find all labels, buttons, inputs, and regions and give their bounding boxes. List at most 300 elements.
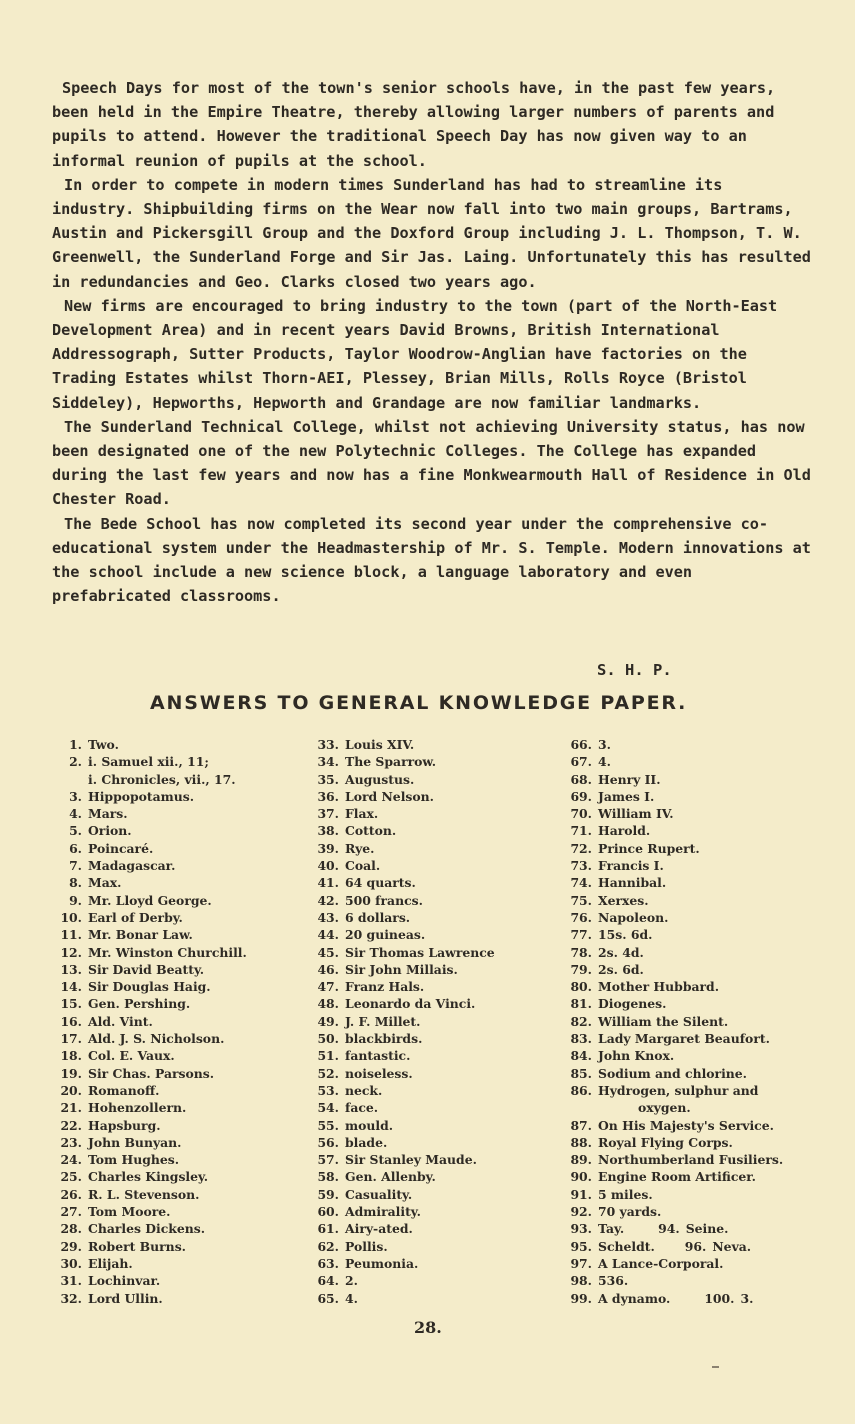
answer-number: 9.: [69, 892, 82, 908]
answer-item: [313, 1290, 563, 1307]
answer-number: 49.: [317, 1013, 339, 1029]
answer-item: [313, 1220, 563, 1237]
answer-number: 22.: [60, 1117, 82, 1133]
answer-item: [56, 1220, 306, 1237]
answer-item: [566, 926, 836, 943]
answer-text: Lord Nelson.: [345, 788, 434, 804]
answer-number: 98.: [570, 1273, 592, 1289]
answer-item: [313, 1030, 563, 1047]
answer-text: Romanoff.: [88, 1082, 160, 1098]
answer-item: [313, 1168, 563, 1185]
answer-number: 17.: [60, 1031, 82, 1047]
answer-text: Coal.: [345, 858, 381, 874]
answer-item: [566, 857, 836, 874]
answer-item: [313, 840, 563, 857]
answer-text: Neva.: [712, 1238, 752, 1254]
answer-text: Hannibal.: [598, 875, 667, 891]
answer-item: [313, 805, 563, 822]
answer-text: Mother Hubbard.: [598, 979, 720, 995]
answer-item: [56, 1272, 306, 1289]
answer-item: [56, 840, 306, 857]
answer-number: 62.: [317, 1238, 339, 1254]
answer-text: Orion.: [88, 823, 132, 839]
answer-number: 4.: [69, 806, 82, 822]
answer-number: 16.: [60, 1013, 82, 1029]
answer-item: [313, 822, 563, 839]
answer-item: [313, 1013, 563, 1030]
answer-number: 23.: [60, 1134, 82, 1150]
answer-item: [56, 1117, 306, 1134]
answer-text: Earl of Derby.: [88, 909, 183, 925]
answer-text: Louis XIV.: [345, 737, 415, 752]
answer-item: [313, 909, 563, 926]
answer-number: 24.: [60, 1152, 82, 1168]
answer-text: Charles Dickens.: [88, 1221, 206, 1237]
answer-text: 6 dollars.: [345, 909, 411, 925]
answer-number: 97.: [570, 1255, 592, 1271]
answer-item: [566, 1013, 836, 1030]
answers-column-3: [566, 736, 836, 1307]
answer-text: John Knox.: [598, 1048, 675, 1064]
answer-item: [56, 1255, 306, 1272]
answer-text: Mr. Winston Churchill.: [88, 944, 247, 960]
answer-text: A Lance-Corporal.: [598, 1255, 724, 1271]
answer-item: [313, 995, 563, 1012]
answer-number: 39.: [317, 840, 339, 856]
answer-number: 5.: [69, 823, 82, 839]
answer-item: [566, 1065, 836, 1082]
answer-number: 63.: [317, 1255, 339, 1271]
answer-item: [313, 857, 563, 874]
answer-text: Rye.: [345, 840, 375, 856]
answer-text: Hippopotamus.: [88, 788, 195, 804]
answer-item: [313, 1255, 563, 1272]
answer-item: [566, 840, 836, 857]
answer-item: [313, 926, 563, 943]
answer-number: 73.: [570, 858, 592, 874]
answer-item: [56, 822, 306, 839]
answer-number: 100.: [704, 1290, 735, 1306]
answer-text: Flax.: [345, 806, 379, 822]
answer-number: 78.: [570, 944, 592, 960]
answer-text: 3.: [598, 737, 611, 752]
answer-text: On His Majesty's Service.: [598, 1117, 774, 1133]
answer-text: Hohenzollern.: [88, 1100, 187, 1116]
answer-number: 3.: [69, 788, 82, 804]
answer-text: Mars.: [88, 806, 128, 822]
answer-number: 82.: [570, 1013, 592, 1029]
answer-number: 42.: [317, 892, 339, 908]
answer-item: [56, 1099, 306, 1116]
answer-text: 70 yards.: [598, 1204, 662, 1220]
answer-number: 36.: [317, 788, 339, 804]
answers-column-1: [56, 736, 306, 1307]
answer-number: 80.: [570, 979, 592, 995]
answer-item: [56, 1186, 306, 1203]
answer-item: [566, 1255, 836, 1272]
answer-item: [313, 1151, 563, 1168]
answer-item: [313, 874, 563, 891]
answer-text: Sir Stanley Maude.: [345, 1152, 477, 1168]
answer-text: Lochinvar.: [88, 1273, 161, 1289]
answer-item: [566, 1117, 836, 1134]
answer-text: Pollis.: [345, 1238, 388, 1254]
answer-text: Tom Hughes.: [88, 1152, 180, 1168]
answer-number: 61.: [317, 1221, 339, 1237]
answer-item: [566, 1134, 836, 1151]
paragraph-speech-days: Speech Days for most of the town's senior schools have, in the past few years, been held in the Empire Theatre, thereby allowing larger numbers of parents and pupils to attend. However the traditional Speech Day has now given way to an informal reunion of pupils at the school.: [52, 79, 776, 170]
answer-item: [56, 805, 306, 822]
answer-item: [313, 771, 563, 788]
answer-number: 91.: [570, 1186, 592, 1202]
answer-number: 43.: [317, 909, 339, 925]
answer-item: [566, 978, 836, 995]
answer-item: [56, 1065, 306, 1082]
answer-text: Engine Room Artificer.: [598, 1169, 756, 1185]
answer-item: [566, 1082, 836, 1099]
answer-text: Charles Kingsley.: [88, 1169, 209, 1185]
answer-number: 38.: [317, 823, 339, 839]
answer-text: Elijah.: [88, 1255, 133, 1271]
answer-item: [56, 1047, 306, 1064]
answer-item: [566, 1047, 836, 1064]
answer-item: [566, 1238, 836, 1255]
answer-item: [566, 1203, 836, 1220]
answer-number: 13.: [60, 961, 82, 977]
answer-number: 18.: [60, 1048, 82, 1064]
answer-number: 7.: [69, 858, 82, 874]
answer-text: 3.: [740, 1290, 754, 1306]
paragraph-bede-school: The Bede School has now completed its second year under the comprehensive co-educational system under the Headmastership of Mr. S. Temple. Modern innovations at the school include a new science block, a language laboratory and even prefabricated classrooms.: [52, 514, 811, 606]
answer-item: [313, 892, 563, 909]
answer-number: 27.: [60, 1204, 82, 1220]
answer-text: Francis I.: [598, 858, 664, 874]
answer-item: [56, 857, 306, 874]
answer-text: 15s. 6d.: [598, 927, 653, 943]
answer-number: 48.: [317, 996, 339, 1012]
answer-text: Diogenes.: [598, 996, 667, 1012]
answer-number: 76.: [570, 909, 592, 925]
answer-text: noiseless.: [345, 1065, 413, 1081]
answer-item: [313, 1272, 563, 1289]
answer-item: [566, 961, 836, 978]
answer-text: Royal Flying Corps.: [598, 1134, 733, 1150]
answers-heading: ANSWERS TO GENERAL KNOWLEDGE PAPER.: [150, 692, 688, 714]
article-text: [52, 76, 812, 608]
answer-text: 2.: [345, 1273, 358, 1289]
answer-number: 10.: [60, 909, 82, 925]
answer-text: Ald. J. S. Nicholson.: [88, 1031, 225, 1047]
answer-number: 96.: [684, 1238, 707, 1254]
paragraph-new-firms: New firms are encouraged to bring industry to the town (part of the North-East Development Area) and in recent years David Browns, British International Addressograph, Sutter Products, Taylor Woodrow-Anglian have factories on the Trading Estates whilst Thorn-AEI, Plessey, Brian Mills, Rolls Royce (Bristol Siddeley), Hepworths, Hepworth and Grandage are now familiar landmarks.: [52, 296, 778, 412]
answer-number: 31.: [60, 1273, 82, 1289]
answer-item: [566, 771, 836, 788]
answer-number: 66.: [570, 737, 592, 752]
answer-item: [566, 1168, 836, 1185]
answer-item: [56, 1168, 306, 1185]
answer-number: 50.: [317, 1031, 339, 1047]
answer-number: 64.: [317, 1273, 339, 1289]
answer-text: Sodium and chlorine.: [598, 1065, 747, 1081]
answer-item: [313, 1065, 563, 1082]
answer-item: [566, 874, 836, 891]
answer-item: [566, 892, 836, 909]
answer-item: [313, 1082, 563, 1099]
answer-number: 79.: [570, 961, 592, 977]
answer-item: [56, 753, 306, 770]
answer-text: 4.: [345, 1290, 358, 1306]
answer-number: 32.: [60, 1290, 82, 1306]
answer-text: 2s. 6d.: [598, 961, 644, 977]
answer-text: Sir Thomas Lawrence: [345, 944, 495, 960]
answer-text: R. L. Stevenson.: [88, 1186, 200, 1202]
answer-number: 67.: [570, 754, 592, 770]
answer-item: [56, 1151, 306, 1168]
answer-text: blackbirds.: [345, 1031, 423, 1047]
answer-text: Sir Chas. Parsons.: [88, 1065, 215, 1081]
answer-text: 500 francs.: [345, 892, 423, 908]
answer-text: Lady Margaret Beaufort.: [598, 1031, 770, 1047]
answer-number: 28.: [60, 1221, 82, 1237]
answer-number: 37.: [317, 806, 339, 822]
answer-text: mould.: [345, 1117, 394, 1133]
answer-continuation: i. Chronicles, vii., 17.: [88, 771, 236, 787]
answer-text: Mr. Bonar Law.: [88, 927, 193, 943]
answer-text: Ald. Vint.: [88, 1013, 153, 1029]
answer-text: Sir David Beatty.: [88, 961, 205, 977]
answer-number: 47.: [317, 979, 339, 995]
answer-item: [566, 736, 836, 753]
answer-text: blade.: [345, 1134, 388, 1150]
answer-number: 60.: [317, 1204, 339, 1220]
answer-text: Leonardo da Vinci.: [345, 996, 476, 1012]
answer-text: Napoleon.: [598, 909, 669, 925]
answer-number: 86.: [570, 1082, 592, 1098]
answer-item: [313, 788, 563, 805]
answer-item: [566, 1151, 836, 1168]
answer-text: 20 guineas.: [345, 927, 426, 943]
answer-text: 4.: [598, 754, 611, 770]
answer-item: [313, 1203, 563, 1220]
answer-item: [313, 753, 563, 770]
answer-item: [566, 944, 836, 961]
answer-text: Gen. Allenby.: [345, 1169, 436, 1185]
answer-number: 88.: [570, 1134, 592, 1150]
answer-number: 89.: [570, 1152, 592, 1168]
answer-item: [313, 961, 563, 978]
answer-number: 26.: [60, 1186, 82, 1202]
answer-number: 8.: [69, 875, 82, 891]
answer-number: 30.: [60, 1255, 82, 1271]
answer-item: [313, 1099, 563, 1116]
answer-number: 29.: [60, 1238, 82, 1254]
answer-number: 68.: [570, 771, 592, 787]
answer-number: 20.: [60, 1082, 82, 1098]
answer-text: Scheldt.: [598, 1238, 655, 1254]
paragraph-technical-college: The Sunderland Technical College, whilst not achieving University status, has now been designated one of the new Polytechnic Colleges. The College has expanded during the last few years and now has a fine Monkwearmouth Hall of Residence in Old Chester Road.: [52, 417, 811, 509]
answer-item: [56, 1134, 306, 1151]
answer-text: Franz Hals.: [345, 979, 425, 995]
answer-number: 58.: [317, 1169, 339, 1185]
answer-item: [566, 1186, 836, 1203]
ink-mark: [712, 1366, 719, 1368]
answer-text: Admirality.: [345, 1204, 421, 1220]
answer-number: 95.: [570, 1238, 592, 1254]
answer-item: [56, 909, 306, 926]
answer-text: Col. E. Vaux.: [88, 1048, 175, 1064]
answer-number: 87.: [570, 1117, 592, 1133]
answer-number: 21.: [60, 1100, 82, 1116]
answer-number: 14.: [60, 979, 82, 995]
answer-text: Sir Douglas Haig.: [88, 979, 211, 995]
answer-item: [313, 1186, 563, 1203]
answer-text: Madagascar.: [88, 858, 176, 874]
answer-number: 55.: [317, 1117, 339, 1133]
answer-number: 94.: [658, 1221, 680, 1237]
paragraph-shipbuilding: In order to compete in modern times Sunderland has had to streamline its industry. Shipbuilding firms on the Wear now fall into two main groups, Bartrams, Austin and Pickersgill Group and the Doxford Group including J. L. Thompson, T. W. Greenwell, the Sunderland Forge and Sir Jas. Laing. Unfortunately this has resulted in redundancies and Geo. Clarks closed two years ago.: [52, 175, 811, 291]
author-initials: S. H. P.: [597, 661, 672, 679]
answer-item: [56, 961, 306, 978]
answer-number: 59.: [317, 1186, 339, 1202]
answer-number: 53.: [317, 1082, 339, 1098]
answer-text: Henry II.: [598, 771, 661, 787]
answer-text: A dynamo.: [598, 1290, 671, 1306]
answer-text: Northumberland Fusiliers.: [598, 1152, 784, 1168]
answer-number: 6.: [69, 840, 82, 856]
answer-text: Augustus.: [345, 771, 415, 787]
answer-text: 2s. 4d.: [598, 944, 644, 960]
answer-text: 5 miles.: [598, 1186, 653, 1202]
answer-number: 45.: [317, 944, 339, 960]
answer-number: 56.: [317, 1134, 339, 1150]
answer-text: Max.: [88, 875, 122, 891]
answer-item: [566, 788, 836, 805]
answer-text: Cotton.: [345, 823, 397, 839]
answer-number: 51.: [317, 1048, 339, 1064]
answer-text: Hydrogen, sulphur and: [598, 1082, 759, 1098]
answer-text: face.: [345, 1100, 379, 1116]
answer-number: 40.: [317, 858, 339, 874]
answer-number: 35.: [317, 771, 339, 787]
answer-item: [566, 909, 836, 926]
answer-item: [56, 1082, 306, 1099]
answer-item: [566, 1290, 836, 1307]
answer-item: [566, 1030, 836, 1047]
answer-item: [56, 736, 306, 753]
answer-item: [566, 995, 836, 1012]
answer-text: fantastic.: [345, 1048, 411, 1064]
answer-text: Poincaré.: [88, 840, 154, 856]
answer-item: [56, 995, 306, 1012]
answer-number: 85.: [570, 1065, 592, 1081]
answer-number: 90.: [570, 1169, 592, 1185]
answer-number: 33.: [317, 737, 339, 752]
answer-number: 75.: [570, 892, 592, 908]
answer-number: 83.: [570, 1031, 592, 1047]
answer-item: [566, 1220, 836, 1237]
answer-item: [56, 1013, 306, 1030]
answer-item: [313, 1117, 563, 1134]
answer-continuation: oxygen.: [638, 1100, 691, 1116]
answer-number: 92.: [570, 1204, 592, 1220]
answer-text: William IV.: [598, 806, 674, 822]
answer-text: 64 quarts.: [345, 875, 416, 891]
answer-text: Tay.: [598, 1221, 625, 1237]
answer-text: Prince Rupert.: [598, 840, 700, 856]
answer-item: [56, 1238, 306, 1255]
answer-number: 70.: [570, 806, 592, 822]
answer-item: [566, 1272, 836, 1289]
answer-text: James I.: [598, 788, 655, 804]
answer-text: Robert Burns.: [88, 1238, 186, 1254]
answer-text: Two.: [88, 737, 119, 752]
answer-text: John Bunyan.: [88, 1134, 182, 1150]
answer-text: Hapsburg.: [88, 1117, 161, 1133]
answer-text: Tom Moore.: [88, 1204, 171, 1220]
answer-item: [56, 944, 306, 961]
answer-number: 81.: [570, 996, 592, 1012]
answer-number: 69.: [570, 788, 592, 804]
answer-item: [56, 978, 306, 995]
answers-column-2: [313, 736, 563, 1307]
answer-number: 54.: [317, 1100, 339, 1116]
answer-item: [313, 736, 563, 753]
answer-item: [566, 822, 836, 839]
answer-number: 1.: [69, 737, 82, 752]
answer-number: 57.: [317, 1152, 339, 1168]
answer-text: Casuality.: [345, 1186, 413, 1202]
answer-item: [56, 926, 306, 943]
answer-number: 25.: [60, 1169, 82, 1185]
answer-item: [56, 892, 306, 909]
answer-text: The Sparrow.: [345, 754, 437, 770]
answer-text: neck.: [345, 1082, 383, 1098]
answer-number: 15.: [60, 996, 82, 1012]
answer-text: Sir John Millais.: [345, 961, 458, 977]
answer-text: Airy-ated.: [345, 1221, 413, 1237]
answer-text: Harold.: [598, 823, 651, 839]
answer-item: [56, 1203, 306, 1220]
answer-item: [56, 1030, 306, 1047]
answer-number: 19.: [60, 1065, 82, 1081]
answer-number: 71.: [570, 823, 592, 839]
answer-number: 74.: [570, 875, 592, 891]
answer-text: Lord Ullin.: [88, 1290, 163, 1306]
answer-item: [56, 1290, 306, 1307]
answer-item: [313, 944, 563, 961]
answer-text: Peumonia.: [345, 1255, 419, 1271]
answer-number: 72.: [570, 840, 592, 856]
answer-number: 34.: [317, 754, 339, 770]
answer-number: 41.: [317, 875, 339, 891]
answer-number: 77.: [570, 927, 592, 943]
answer-number: 52.: [317, 1065, 339, 1081]
answer-item: [313, 1047, 563, 1064]
answer-item: [566, 805, 836, 822]
answer-number: 44.: [317, 927, 339, 943]
answer-text: Xerxes.: [598, 892, 649, 908]
answer-number: 84.: [570, 1048, 592, 1064]
answer-item: [313, 978, 563, 995]
answer-number: 99.: [570, 1290, 592, 1306]
answer-item: [56, 788, 306, 805]
answer-number: 2.: [69, 754, 82, 770]
answer-item: [56, 874, 306, 891]
answer-number: 12.: [60, 944, 82, 960]
answer-number: 46.: [317, 961, 339, 977]
answer-text: i. Samuel xii., 11;: [88, 754, 209, 770]
answer-number: 93.: [570, 1221, 592, 1237]
